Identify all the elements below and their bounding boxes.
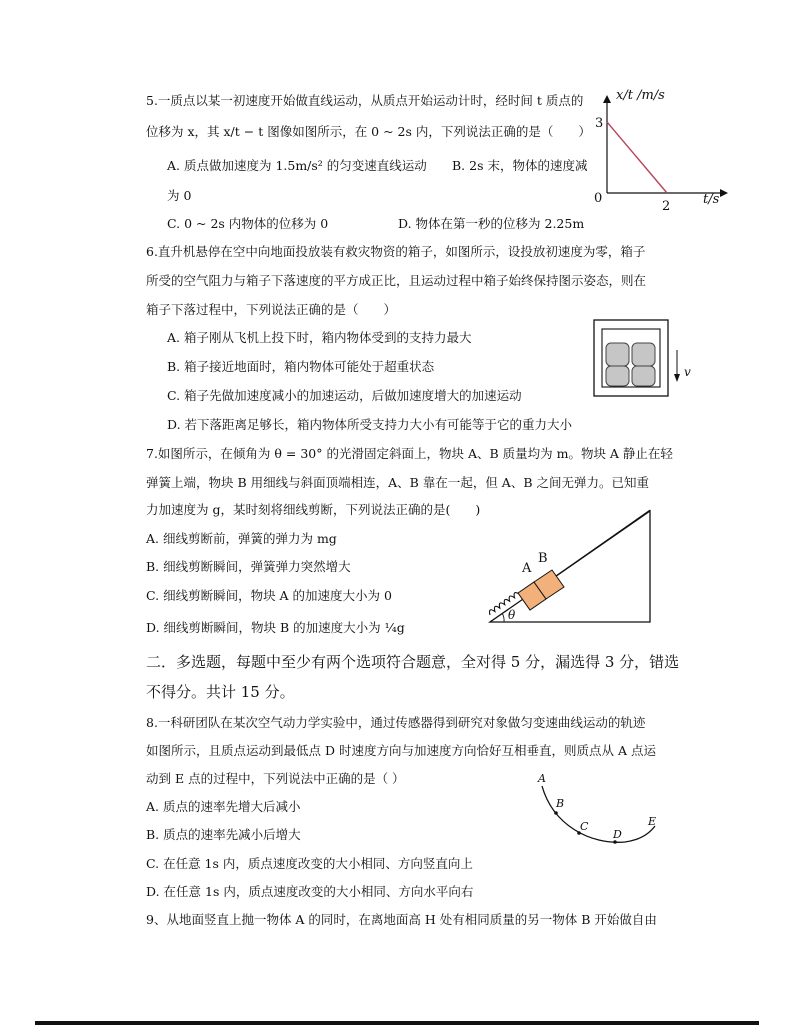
trajectory-curve [542, 786, 655, 842]
box-outer [594, 320, 668, 396]
q7-option-c: C. 细线剪断瞬间，物块 A 的加速度大小为 0 [146, 588, 392, 603]
string [540, 510, 650, 587]
y-axis-arrow [603, 95, 611, 103]
label-d: D [613, 828, 622, 841]
x-axis-arrow [720, 189, 728, 197]
q8-option-c: C. 在任意 1s 内，质点速度改变的大小相同、方向竖直向上 [146, 856, 473, 871]
block-b-label: B [538, 551, 548, 566]
label-b: B [556, 797, 565, 810]
page-bottom-rule [35, 1021, 759, 1025]
q8-option-a: A. 质点的速率先增大后减小 [146, 799, 301, 814]
x-axis-label: t/s [703, 192, 720, 207]
q6-option-c: C. 箱子先做加速度减小的加速运动，后做加速度增大的加速运动 [167, 388, 522, 403]
section-2-line-1: 二．多选题，每题中至少有两个选项符合题意，全对得 5 分，漏选得 3 分，错选 [146, 653, 680, 671]
q5-option-a: A. 质点做加速度为 1.5m/s² 的匀变速直线运动 [167, 158, 427, 173]
q8-option-d: D. 在任意 1s 内，质点速度改变的大小相同、方向水平向右 [146, 884, 474, 899]
label-a: A [538, 772, 546, 785]
x-tick-2: 2 [662, 199, 671, 214]
q5-option-d: D. 物体在第一秒的位移为 2.25m [398, 216, 585, 231]
angle-arc [502, 613, 504, 622]
q8-line-1: 8.一科研团队在某次空气动力学实验中，通过传感器得到研究对象做匀变速曲线运动的轨迹 [146, 715, 646, 730]
graph-line [607, 122, 667, 193]
angle-label: θ [508, 608, 516, 622]
cargo-item [606, 366, 629, 386]
q7-line-2: 弹簧上端，物块 B 用细线与斜面顶端相连，A、B 靠在一起，但 A、B 之间无弹力。已知重 [146, 475, 649, 490]
q6-line-3: 箱子下落过程中，下列说法正确的是（ ） [146, 302, 397, 317]
q7-line-3: 力加速度为 g，某时刻将细线剪断，下列说法正确的是( ) [146, 502, 481, 517]
label-e: E [648, 815, 657, 828]
q5-option-b-continued: 为 0 [167, 188, 192, 203]
q7-option-d: D. 细线剪断瞬间，物块 B 的加速度大小为 ¼g [146, 620, 405, 635]
block-a-label: A [522, 561, 532, 576]
origin-label: 0 [594, 191, 603, 206]
q9-line-1: 9、从地面竖直上抛一物体 A 的同时，在离地面高 H 处有相同质量的另一物体 B 开始做自由 [146, 912, 657, 927]
q7-option-a: A. 细线剪断前，弹簧的弹力为 mg [146, 531, 337, 546]
cargo-item [606, 343, 629, 366]
q6-option-a: A. 箱子刚从飞机上投下时，箱内物体受到的支持力最大 [167, 330, 472, 345]
q5-line-2: 位移为 x，其 x/t − t 图像如图所示，在 0 ~ 2s 内，下列说法正确的是（ ） [146, 124, 591, 139]
velocity-arrow-head [674, 374, 680, 382]
q8-line-3: 动到 E 点的过程中，下列说法中正确的是（ ） [146, 771, 405, 786]
cargo-item [632, 366, 655, 386]
q6-option-d: D. 若下落距离足够长，箱内物体所受支持力大小有可能等于它的重力大小 [167, 417, 573, 432]
q5-xt-t-graph [585, 85, 730, 215]
y-tick-3: 3 [595, 116, 604, 131]
q5-option-b: B. 2s 末，物体的速度减 [452, 158, 588, 173]
q5-option-c: C. 0 ~ 2s 内物体的位移为 0 [167, 216, 329, 231]
q7-option-b: B. 细线剪断瞬间，弹簧弹力突然增大 [146, 559, 351, 574]
q8-option-b: B. 质点的速率先减小后增大 [146, 827, 301, 842]
q6-box-figure [592, 318, 702, 400]
section-2-line-2: 不得分。共计 15 分。 [146, 683, 295, 701]
q5-line-1: 5.一质点以某一初速度开始做直线运动，从质点开始运动计时，经时间 t 质点的 [146, 93, 584, 108]
q8-trajectory-figure [525, 770, 665, 850]
q6-line-2: 所受的空气阻力与箱子下落速度的平方成正比，且运动过程中箱子始终保持图示姿态，则在 [146, 273, 647, 288]
label-c: C [580, 820, 589, 833]
q6-line-1: 6.直升机悬停在空中向地面投放装有救灾物资的箱子，如图所示，设投放初速度为零，箱子 [146, 244, 646, 259]
q7-incline-figure [478, 505, 664, 627]
cargo-item [632, 343, 655, 366]
q8-line-2: 如图所示，且质点运动到最低点 D 时速度方向与加速度方向恰好互相垂直，则质点从 A 点运 [146, 743, 656, 758]
velocity-label: v [684, 365, 691, 379]
point-b [554, 811, 558, 815]
y-axis-label: x/t /m/s [616, 88, 665, 103]
q6-option-b: B. 箱子接近地面时，箱内物体可能处于超重状态 [167, 359, 435, 374]
q7-line-1: 7.如图所示，在倾角为 θ = 30° 的光滑固定斜面上，物块 A、B 质量均为 m。物块 A 静止在轻 [146, 446, 673, 461]
